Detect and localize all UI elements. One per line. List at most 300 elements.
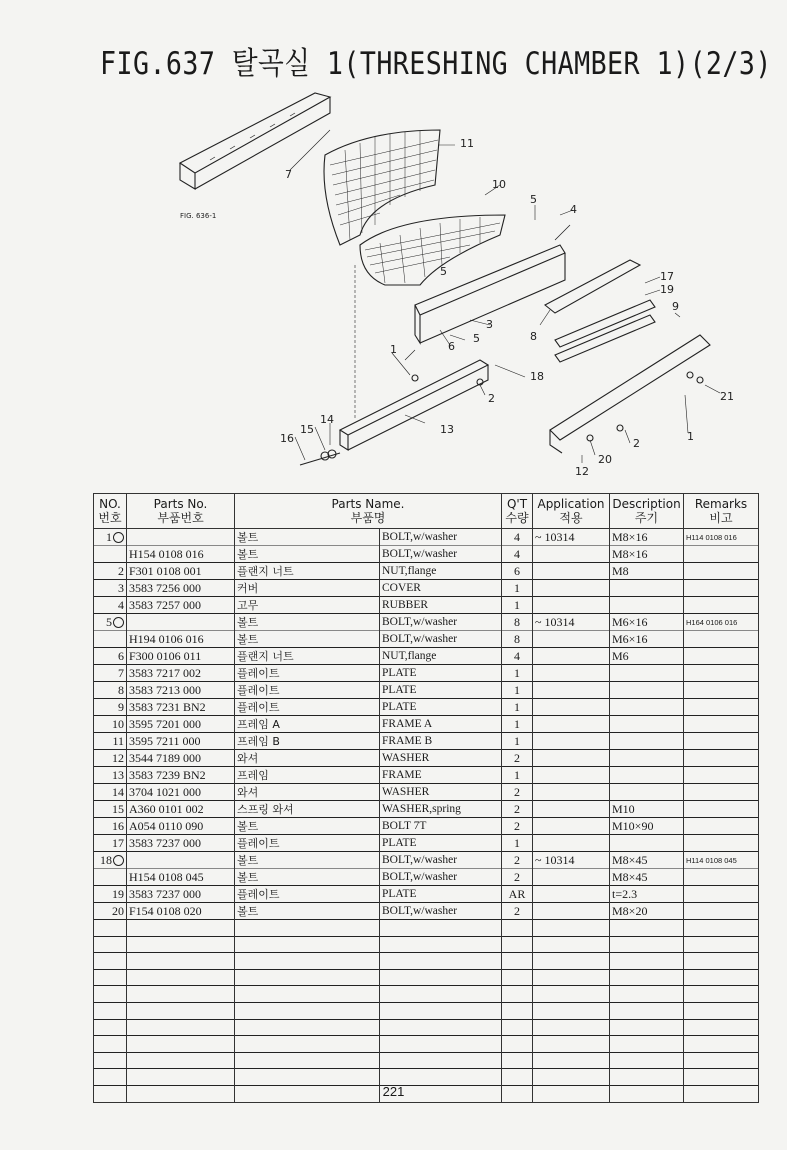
callout-number: 5: [473, 332, 480, 345]
cell-name-korean: 프레임 B: [235, 733, 380, 750]
cell-name-english: BOLT 7T: [380, 818, 502, 835]
cell-name-english: COVER: [380, 580, 502, 597]
cell-part-number: 3583 7239 BN2: [127, 767, 235, 784]
cell-quantity: 4: [502, 546, 533, 563]
cell-part-number: 3544 7189 000: [127, 750, 235, 767]
cell-no: 18: [94, 852, 127, 869]
page-number: 221: [382, 1084, 405, 1099]
table-row-blank: [94, 1002, 759, 1019]
cell-no: 5: [94, 614, 127, 631]
cell-remarks: [684, 818, 759, 835]
cell-description: [610, 580, 684, 597]
table-row-blank: [94, 986, 759, 1003]
blank-cell: [380, 1052, 502, 1069]
callout-number: 17: [660, 270, 674, 283]
cell-description: M10×90: [610, 818, 684, 835]
callout-number: 5: [530, 193, 537, 206]
table-row: [94, 648, 759, 665]
blank-cell: [502, 1069, 533, 1086]
cell-description: [610, 699, 684, 716]
table-row: [94, 546, 759, 563]
cell-no: 10: [94, 716, 127, 733]
blank-cell: [94, 1019, 127, 1036]
cell-part-number: F300 0106 011: [127, 648, 235, 665]
cell-application: [533, 903, 610, 920]
cell-no: 15: [94, 801, 127, 818]
blank-cell: [380, 1019, 502, 1036]
cell-part-number: H194 0106 016: [127, 631, 235, 648]
blank-cell: [533, 1019, 610, 1036]
blank-cell: [127, 1069, 235, 1086]
blank-cell: [684, 969, 759, 986]
callout-number: 1: [687, 430, 694, 443]
reference-label: FIG. 636-1: [180, 212, 217, 220]
blank-cell: [127, 936, 235, 953]
blank-cell: [127, 969, 235, 986]
blank-cell: [502, 1002, 533, 1019]
cell-description: M8: [610, 563, 684, 580]
cell-part-number: F301 0108 001: [127, 563, 235, 580]
cell-name-english: BOLT,w/washer: [380, 546, 502, 563]
cell-remarks: [684, 631, 759, 648]
cell-application: [533, 682, 610, 699]
cell-remarks: [684, 546, 759, 563]
table-row: [94, 733, 759, 750]
blank-cell: [235, 986, 380, 1003]
blank-cell: [684, 953, 759, 970]
cell-description: [610, 716, 684, 733]
callout-number: 8: [530, 330, 537, 343]
cell-description: M8×20: [610, 903, 684, 920]
blank-cell: [127, 1019, 235, 1036]
cell-name-english: BOLT,w/washer: [380, 903, 502, 920]
cell-description: M6: [610, 648, 684, 665]
callout-number: 21: [720, 390, 734, 403]
table-row-blank: [94, 1052, 759, 1069]
blank-cell: [533, 969, 610, 986]
cell-no: 20: [94, 903, 127, 920]
table-row-blank: [94, 969, 759, 986]
cell-application: [533, 546, 610, 563]
blank-cell: [235, 936, 380, 953]
cell-quantity: 2: [502, 750, 533, 767]
cell-name-english: BOLT,w/washer: [380, 852, 502, 869]
callout-number: 2: [633, 437, 640, 450]
diagram-drawing: [170, 85, 750, 485]
cell-remarks: [684, 835, 759, 852]
cell-application: [533, 563, 610, 580]
cell-description: [610, 597, 684, 614]
cell-no: 7: [94, 665, 127, 682]
cell-name-korean: 볼트: [235, 529, 380, 546]
cell-part-number: 3583 7257 000: [127, 597, 235, 614]
cell-part-number: 3595 7211 000: [127, 733, 235, 750]
blank-cell: [235, 969, 380, 986]
blank-cell: [610, 953, 684, 970]
blank-cell: [127, 1036, 235, 1053]
blank-cell: [94, 969, 127, 986]
table-row: [94, 699, 759, 716]
callout-number: 16: [280, 432, 294, 445]
cell-quantity: 1: [502, 580, 533, 597]
blank-cell: [235, 1002, 380, 1019]
cell-quantity: 1: [502, 835, 533, 852]
table-row: [94, 818, 759, 835]
blank-cell: [533, 1002, 610, 1019]
cell-name-korean: 플레이트: [235, 886, 380, 903]
cell-no: 2: [94, 563, 127, 580]
cell-remarks: [684, 801, 759, 818]
cell-description: M8×16: [610, 546, 684, 563]
header-no: NO. 번호: [94, 494, 127, 529]
cell-no: 8: [94, 682, 127, 699]
blank-cell: [502, 1036, 533, 1053]
cell-part-number: [127, 614, 235, 631]
table-row: [94, 784, 759, 801]
table-row: [94, 682, 759, 699]
cell-part-number: 3583 7217 002: [127, 665, 235, 682]
cell-quantity: 2: [502, 852, 533, 869]
blank-cell: [684, 1036, 759, 1053]
cell-name-korean: 볼트: [235, 818, 380, 835]
callout-number: 2: [488, 392, 495, 405]
blank-cell: [235, 920, 380, 937]
cell-description: [610, 784, 684, 801]
cell-name-korean: 볼트: [235, 546, 380, 563]
table-row-blank: [94, 1036, 759, 1053]
cell-name-english: WASHER: [380, 784, 502, 801]
blank-cell: [94, 920, 127, 937]
blank-cell: [684, 986, 759, 1003]
blank-cell: [533, 936, 610, 953]
header-qt: Q'T 수량: [502, 494, 533, 529]
blank-cell: [533, 953, 610, 970]
header-remarks: Remarks 비고: [684, 494, 759, 529]
blank-cell: [380, 1002, 502, 1019]
revision-circle-icon: [113, 532, 124, 543]
blank-cell: [684, 1019, 759, 1036]
blank-cell: [235, 1036, 380, 1053]
blank-cell: [94, 1052, 127, 1069]
parts-table: [93, 493, 759, 1103]
table-row-blank: [94, 1019, 759, 1036]
exploded-parts-diagram: [170, 85, 750, 485]
blank-cell: [502, 920, 533, 937]
callout-number: 14: [320, 413, 334, 426]
cell-name-korean: 볼트: [235, 869, 380, 886]
cell-application: [533, 665, 610, 682]
table-row: [94, 886, 759, 903]
cell-part-number: F154 0108 020: [127, 903, 235, 920]
table-row-blank: [94, 953, 759, 970]
cell-no: 6: [94, 648, 127, 665]
blank-cell: [380, 1036, 502, 1053]
callout-number: 13: [440, 423, 454, 436]
table-row: [94, 563, 759, 580]
cell-name-english: FRAME B: [380, 733, 502, 750]
blank-cell: [380, 936, 502, 953]
cell-application: [533, 750, 610, 767]
cell-quantity: 1: [502, 665, 533, 682]
revision-circle-icon: [113, 855, 124, 866]
blank-cell: [127, 953, 235, 970]
cell-remarks: [684, 903, 759, 920]
blank-cell: [94, 1069, 127, 1086]
cell-name-korean: 스프링 와셔: [235, 801, 380, 818]
blank-cell: [94, 1002, 127, 1019]
blank-cell: [684, 1002, 759, 1019]
blank-cell: [533, 1036, 610, 1053]
cell-name-english: RUBBER: [380, 597, 502, 614]
header-parts-no: Parts No. 부품번호: [127, 494, 235, 529]
blank-cell: [127, 986, 235, 1003]
cell-application: [533, 716, 610, 733]
cell-description: [610, 750, 684, 767]
callout-number: 5: [440, 265, 447, 278]
cell-no: 14: [94, 784, 127, 801]
parts-table-body: [94, 529, 759, 1103]
blank-cell: [610, 1069, 684, 1086]
cell-remarks: [684, 665, 759, 682]
table-row-blank: [94, 1069, 759, 1086]
callout-number: 15: [300, 423, 314, 436]
cell-quantity: 2: [502, 801, 533, 818]
header-parts-name: Parts Name. 부품명: [235, 494, 502, 529]
blank-cell: [380, 969, 502, 986]
cell-remarks: [684, 784, 759, 801]
table-row: [94, 801, 759, 818]
cell-description: [610, 835, 684, 852]
blank-cell: [502, 953, 533, 970]
callout-number: 1: [390, 343, 397, 356]
callout-number: 19: [660, 283, 674, 296]
cell-name-english: PLATE: [380, 699, 502, 716]
cell-application: [533, 869, 610, 886]
blank-cell: [380, 953, 502, 970]
cell-quantity: 2: [502, 869, 533, 886]
blank-cell: [380, 1069, 502, 1086]
cell-name-korean: 프레임 A: [235, 716, 380, 733]
cell-remarks: [684, 886, 759, 903]
cell-quantity: 1: [502, 733, 533, 750]
cell-no: 11: [94, 733, 127, 750]
cell-part-number: 3583 7256 000: [127, 580, 235, 597]
cell-remarks: [684, 767, 759, 784]
blank-cell: [127, 920, 235, 937]
cell-remarks: [684, 682, 759, 699]
callout-number: 9: [672, 300, 679, 313]
cell-remarks: [684, 580, 759, 597]
cell-name-korean: 플레이트: [235, 699, 380, 716]
cell-remarks: H164 0106 016: [684, 614, 759, 631]
cell-quantity: 1: [502, 767, 533, 784]
cell-application: [533, 767, 610, 784]
cell-description: [610, 767, 684, 784]
blank-cell: [235, 1069, 380, 1086]
cell-name-korean: 고무: [235, 597, 380, 614]
table-row: [94, 631, 759, 648]
page-title: FIG.637 탈곡실 1(THRESHING CHAMBER 1)(2/3): [100, 46, 772, 82]
cell-part-number: 3583 7213 000: [127, 682, 235, 699]
cell-application: [533, 648, 610, 665]
cell-name-korean: 볼트: [235, 852, 380, 869]
callout-number: 11: [460, 137, 474, 150]
blank-cell: [94, 936, 127, 953]
blank-cell: [127, 1002, 235, 1019]
callout-number: 3: [486, 318, 493, 331]
blank-cell: [502, 986, 533, 1003]
cell-part-number: 3704 1021 000: [127, 784, 235, 801]
cell-name-korean: 플레이트: [235, 665, 380, 682]
cell-quantity: 2: [502, 818, 533, 835]
cell-no: [94, 869, 127, 886]
cell-description: M8×45: [610, 869, 684, 886]
callout-number: 4: [570, 203, 577, 216]
cell-quantity: 6: [502, 563, 533, 580]
cell-application: [533, 801, 610, 818]
blank-cell: [380, 986, 502, 1003]
cell-quantity: 4: [502, 648, 533, 665]
cell-name-english: BOLT,w/washer: [380, 631, 502, 648]
cell-description: [610, 682, 684, 699]
cell-no: 4: [94, 597, 127, 614]
cell-description: M8×16: [610, 529, 684, 546]
blank-cell: [684, 920, 759, 937]
cell-part-number: 3583 7237 000: [127, 835, 235, 852]
cell-application: ~ 10314: [533, 529, 610, 546]
blank-cell: [533, 986, 610, 1003]
cell-application: [533, 580, 610, 597]
cell-part-number: 3583 7231 BN2: [127, 699, 235, 716]
cell-no: 9: [94, 699, 127, 716]
blank-cell: [502, 936, 533, 953]
cell-remarks: [684, 716, 759, 733]
blank-cell: [610, 1052, 684, 1069]
table-row-blank: [94, 920, 759, 937]
table-row: [94, 767, 759, 784]
blank-cell: [610, 1019, 684, 1036]
blank-cell: [610, 986, 684, 1003]
cell-quantity: 1: [502, 597, 533, 614]
table-row: [94, 869, 759, 886]
blank-cell: [610, 920, 684, 937]
table-row: [94, 835, 759, 852]
cell-description: [610, 733, 684, 750]
cell-part-number: 3595 7201 000: [127, 716, 235, 733]
cell-name-korean: 플랜지 너트: [235, 563, 380, 580]
cell-application: [533, 886, 610, 903]
cell-description: M8×45: [610, 852, 684, 869]
header-application: Application 적용: [533, 494, 610, 529]
cell-no: [94, 631, 127, 648]
table-row: [94, 529, 759, 546]
cell-name-english: BOLT,w/washer: [380, 614, 502, 631]
cell-application: ~ 10314: [533, 614, 610, 631]
blank-cell: [610, 1002, 684, 1019]
cell-name-english: WASHER,spring: [380, 801, 502, 818]
cell-name-korean: 프레임: [235, 767, 380, 784]
cell-name-korean: 플레이트: [235, 682, 380, 699]
cell-name-english: PLATE: [380, 665, 502, 682]
callout-number: 7: [285, 168, 292, 181]
blank-cell: [610, 936, 684, 953]
cell-name-english: FRAME: [380, 767, 502, 784]
blank-cell: [94, 986, 127, 1003]
table-row: [94, 852, 759, 869]
cell-application: [533, 699, 610, 716]
blank-cell: [94, 1036, 127, 1053]
cell-remarks: [684, 750, 759, 767]
cell-part-number: H154 0108 016: [127, 546, 235, 563]
cell-part-number: A360 0101 002: [127, 801, 235, 818]
cell-no: 17: [94, 835, 127, 852]
blank-cell: [684, 936, 759, 953]
table-row: [94, 614, 759, 631]
header-description: Description 주기: [610, 494, 684, 529]
blank-cell: [502, 1052, 533, 1069]
cell-quantity: 8: [502, 614, 533, 631]
cell-part-number: H154 0108 045: [127, 869, 235, 886]
cell-description: M6×16: [610, 631, 684, 648]
cell-application: [533, 818, 610, 835]
cell-quantity: 2: [502, 784, 533, 801]
cell-name-english: NUT,flange: [380, 563, 502, 580]
cell-part-number: 3583 7237 000: [127, 886, 235, 903]
cell-application: [533, 733, 610, 750]
cell-part-number: [127, 852, 235, 869]
blank-cell: [235, 1052, 380, 1069]
cell-remarks: H114 0108 045: [684, 852, 759, 869]
cell-remarks: [684, 733, 759, 750]
cell-remarks: [684, 648, 759, 665]
cell-no: 19: [94, 886, 127, 903]
blank-cell: [684, 1052, 759, 1069]
blank-cell: [235, 953, 380, 970]
callout-number: 10: [492, 178, 506, 191]
blank-cell: [380, 920, 502, 937]
blank-cell: [127, 1052, 235, 1069]
revision-circle-icon: [113, 617, 124, 628]
cell-name-english: BOLT,w/washer: [380, 869, 502, 886]
cell-name-english: FRAME A: [380, 716, 502, 733]
blank-cell: [533, 920, 610, 937]
cell-remarks: [684, 597, 759, 614]
cell-quantity: 8: [502, 631, 533, 648]
cell-description: [610, 665, 684, 682]
blank-cell: [235, 1019, 380, 1036]
callout-number: 6: [448, 340, 455, 353]
blank-cell: [94, 953, 127, 970]
cell-name-english: PLATE: [380, 835, 502, 852]
cell-name-korean: 볼트: [235, 631, 380, 648]
cell-quantity: 1: [502, 699, 533, 716]
blank-cell: [502, 1019, 533, 1036]
cell-description: t=2.3: [610, 886, 684, 903]
table-row-blank: [94, 936, 759, 953]
cell-name-english: BOLT,w/washer: [380, 529, 502, 546]
cell-application: [533, 784, 610, 801]
cell-name-korean: 와셔: [235, 750, 380, 767]
cell-quantity: 2: [502, 903, 533, 920]
cell-no: 13: [94, 767, 127, 784]
cell-quantity: 4: [502, 529, 533, 546]
blank-cell: [533, 1052, 610, 1069]
callout-number: 12: [575, 465, 589, 478]
blank-cell: [610, 969, 684, 986]
cell-no: 16: [94, 818, 127, 835]
cell-application: [533, 835, 610, 852]
cell-description: M10: [610, 801, 684, 818]
